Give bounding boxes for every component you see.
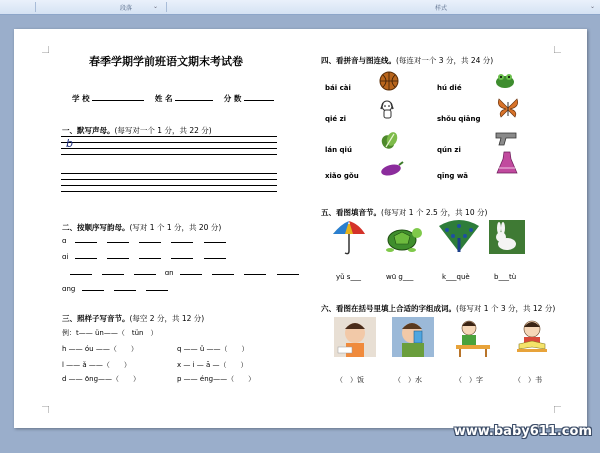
- ribbon-divider: [35, 2, 36, 12]
- name-blank[interactable]: [175, 100, 213, 101]
- section-2-heading: 二、按顺序写韵母。(写对 1 个 1 分，共 20 分): [62, 223, 222, 232]
- section-1-heading: 一、默写声母。(每写对一个 1 分，共 22 分): [62, 126, 212, 135]
- fill-word-item[interactable]: （ ）饭: [336, 376, 364, 384]
- crop-mark-icon: [42, 406, 49, 413]
- school-label: 学 校: [72, 94, 90, 103]
- child-drinking-photo[interactable]: [392, 317, 434, 357]
- fill-syllable-item[interactable]: b___tù: [494, 273, 517, 281]
- ribbon-group-paragraph[interactable]: 段落: [120, 5, 133, 12]
- pinyin-word: qīnɡ wā: [437, 172, 469, 180]
- syllable-item[interactable]: q —— ǔ ——（ ）: [177, 345, 249, 353]
- pinyin-word: lán qiú: [325, 146, 352, 154]
- eggplant-icon[interactable]: [380, 161, 404, 177]
- peacock-icon[interactable]: [437, 220, 481, 254]
- pinyin-word: xiǎo ɡǒu: [325, 172, 359, 180]
- finals-row-2[interactable]: ɑi: [62, 253, 226, 261]
- score-blank[interactable]: [244, 100, 274, 101]
- fill-word-item[interactable]: （ ）书: [514, 376, 542, 384]
- writing-lines-1[interactable]: [61, 136, 277, 160]
- example-initial: b: [66, 137, 73, 150]
- section-6-heading: 六、看图在括号里填上合适的字组成词。(每写对 1 个 3 分，共 12 分): [321, 304, 556, 313]
- document-page[interactable]: [14, 29, 587, 428]
- fill-syllable-item[interactable]: k___què: [442, 273, 470, 281]
- fill-word-item[interactable]: （ ）水: [394, 376, 422, 384]
- syllable-item[interactable]: d —— ōnɡ——（ ）: [62, 375, 141, 383]
- dog-icon[interactable]: [378, 99, 398, 121]
- pinyin-word: bái cài: [325, 84, 351, 92]
- turtle-icon[interactable]: [382, 220, 422, 254]
- section-3-heading: 三、照样子写音节。(每空 2 分，共 12 分): [62, 314, 205, 323]
- name-label: 姓 名: [154, 94, 173, 103]
- cabbage-icon[interactable]: [380, 130, 400, 150]
- crop-mark-icon: [554, 406, 561, 413]
- umbrella-icon[interactable]: [332, 220, 366, 256]
- butterfly-icon[interactable]: [496, 97, 520, 119]
- section-4-heading: 四、看拼音与图连线。(每连对一个 3 分，共 24 分): [321, 56, 494, 65]
- page-title: 春季学期学前班语文期末考试卷: [89, 55, 243, 68]
- pinyin-word: shǒu qiānɡ: [437, 115, 481, 123]
- dress-icon[interactable]: [496, 151, 518, 175]
- section-5-heading: 五、看图填音节。(每写对 1 个 2.5 分，共 10 分): [321, 208, 488, 217]
- score-label: 分 数: [223, 94, 242, 103]
- fill-word-item[interactable]: （ ）字: [455, 376, 483, 384]
- frog-icon[interactable]: [494, 72, 516, 90]
- pinyin-word: qún zi: [437, 146, 461, 154]
- finals-row-4[interactable]: ɑnɡ: [62, 285, 168, 293]
- dialog-launcher-icon[interactable]: ⌄: [153, 3, 159, 10]
- site-watermark: www.baby611.com: [453, 424, 592, 439]
- crop-mark-icon: [554, 46, 561, 53]
- syllable-example: 例：t—— ün——（ tün ）: [62, 329, 158, 337]
- ribbon-bar: [0, 0, 600, 15]
- ribbon-divider: [166, 2, 167, 12]
- pinyin-word: hú dié: [437, 84, 462, 92]
- info-line: [72, 93, 274, 104]
- syllable-item[interactable]: x — i — ā —（ ）: [177, 361, 248, 369]
- basketball-icon[interactable]: [379, 71, 399, 91]
- syllable-item[interactable]: h —— óu ——（ ）: [62, 345, 138, 353]
- finals-row-1[interactable]: ɑ: [62, 237, 226, 245]
- pinyin-word: qié zi: [325, 115, 347, 123]
- school-blank[interactable]: [92, 100, 144, 101]
- syllable-item[interactable]: p —— énɡ——（ ）: [177, 375, 256, 383]
- child-writing-icon[interactable]: [452, 317, 494, 357]
- child-eating-photo[interactable]: [334, 317, 376, 357]
- crop-mark-icon: [42, 46, 49, 53]
- fill-syllable-item[interactable]: yǔ s___: [336, 273, 361, 281]
- fill-syllable-item[interactable]: wū ɡ___: [386, 273, 414, 281]
- rabbit-icon[interactable]: [489, 220, 525, 254]
- dialog-launcher-icon[interactable]: ⌄: [590, 3, 596, 10]
- finals-row-3[interactable]: ɑn: [70, 269, 299, 277]
- ribbon-group-styles[interactable]: 样式: [435, 5, 448, 12]
- writing-lines-2[interactable]: [61, 173, 277, 197]
- child-reading-icon[interactable]: [511, 317, 553, 357]
- syllable-item[interactable]: l —— ǎ ——（ ）: [62, 361, 131, 369]
- pistol-icon[interactable]: [494, 129, 520, 147]
